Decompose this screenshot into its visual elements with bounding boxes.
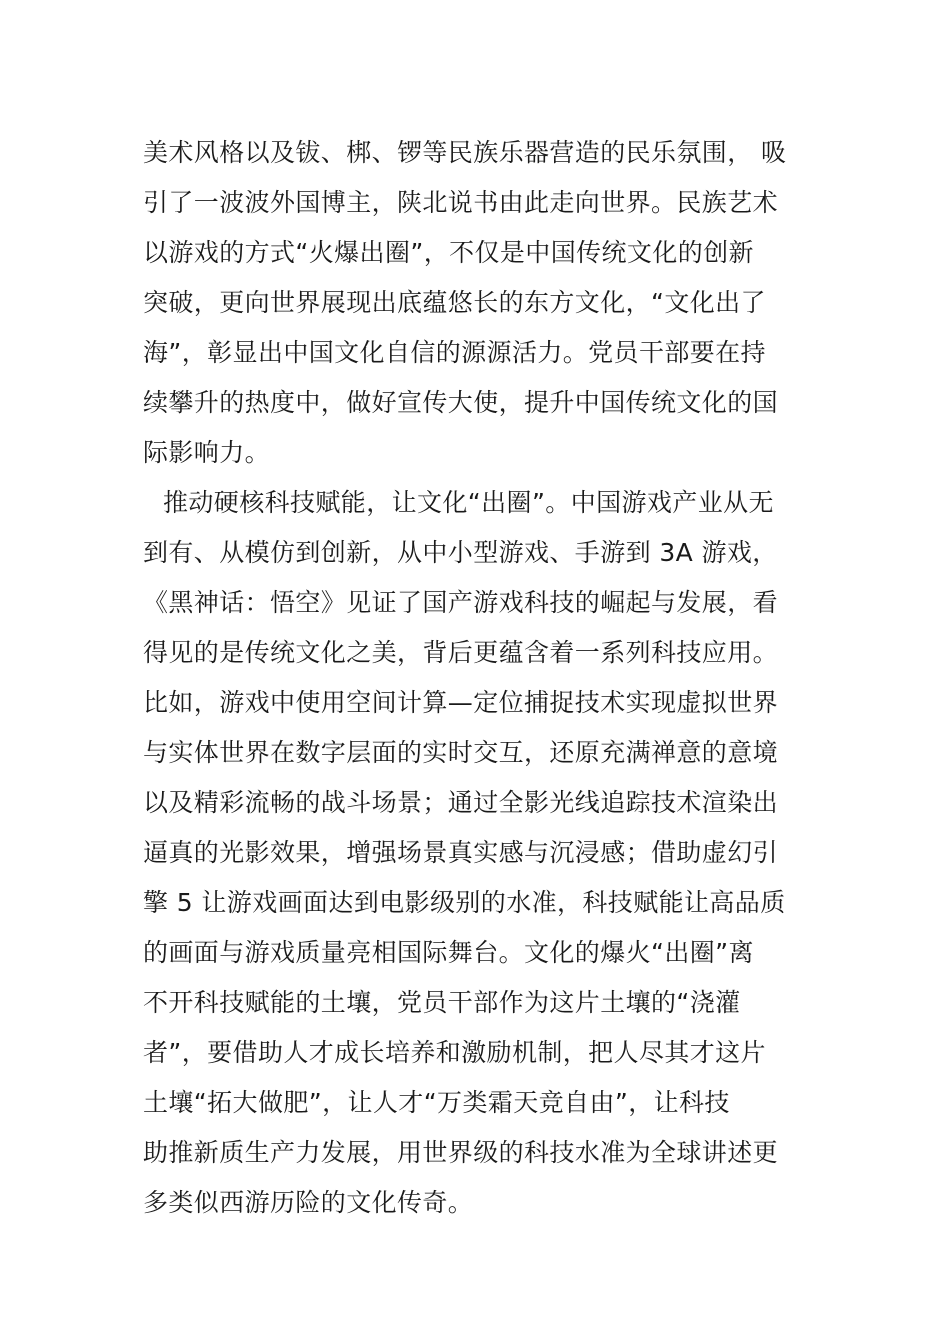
text-line: 比如，游戏中使用空间计算—定位捕捉技术实现虚拟世界 [143,688,779,717]
text-line: 海”，彰显出中国文化自信的源源活力。党员干部要在持 [143,338,766,367]
text-line: 美术风格以及钹、梆、锣等民族乐器营造的民乐氛围， 吸 [143,138,787,167]
text-line: 际影响力。 [143,438,271,467]
text-line: 以及精彩流畅的战斗场景；通过全影光线追踪技术渲染出 [143,788,779,817]
text-line: 逼真的光影效果，增强场景真实感与沉浸感；借助虚幻引 [143,838,779,867]
text-line: 《黑神话：悟空》见证了国产游戏科技的崛起与发展，看 [143,588,779,617]
text-line: 土壤“拓大做肥”，让人才“万类霜天竞自由”，让科技 [143,1088,730,1117]
text-line: 到有、从模仿到创新，从中小型游戏、手游到 3A 游戏， [143,538,778,567]
text-line: 多类似西游历险的文化传奇。 [143,1188,474,1217]
text-line: 得见的是传统文化之美，背后更蕴含着一系列科技应用。 [143,638,779,667]
paragraph-2 [143,478,823,1228]
text-line: 擎 5 让游戏画面达到电影级别的水准，科技赋能让高品质 [143,888,786,917]
text-line: 与实体世界在数字层面的实时交互，还原充满禅意的意境 [143,738,779,767]
text-line: 突破，更向世界展现出底蕴悠长的东方文化，“文化出了 [143,288,766,317]
paragraph-1 [143,128,823,478]
text-line: 引了一波波外国博主，陕北说书由此走向世界。民族艺术 [143,188,779,217]
text-line: 推动硬核科技赋能，让文化“出圈”。中国游戏产业从无 [163,488,774,517]
text-line: 以游戏的方式“火爆出圈”，不仅是中国传统文化的创新 [143,238,754,267]
text-line: 续攀升的热度中，做好宣传大使，提升中国传统文化的国 [143,388,779,417]
text-line: 助推新质生产力发展，用世界级的科技水准为全球讲述更 [143,1138,779,1167]
text-line: 者”，要借助人才成长培养和激励机制，把人尽其才这片 [143,1038,766,1067]
text-line: 不开科技赋能的土壤，党员干部作为这片土壤的“浇灌 [143,988,741,1017]
body-text [143,128,823,1228]
text-line: 的画面与游戏质量亮相国际舞台。文化的爆火“出圈”离 [143,938,754,967]
